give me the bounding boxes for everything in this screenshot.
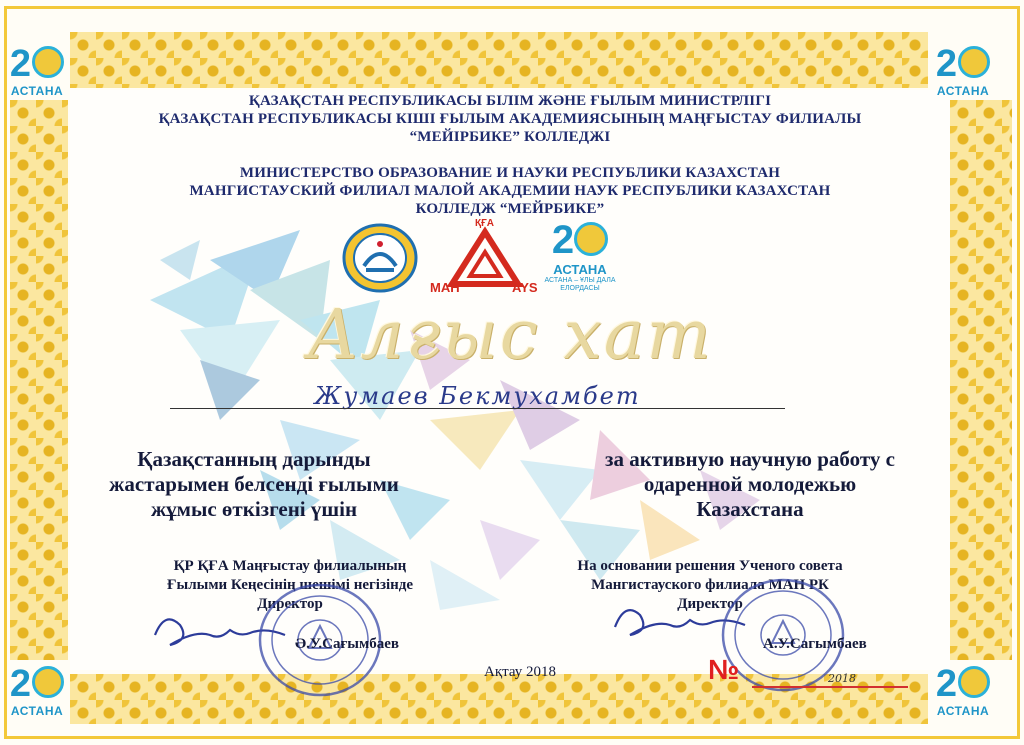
- sun-circle-icon: [958, 666, 990, 698]
- number-sign: №: [708, 654, 740, 685]
- header-kazakh: [70, 92, 950, 146]
- city-year: Ақтау 2018: [483, 664, 556, 680]
- header-kz-line2: ҚАЗАҚСТАН РЕСПУБЛИКАСЫ КІШІ ҒЫЛЫМ АКАДЕМИЯСЫНЫҢ МАҢҒЫСТАУ ФИЛИАЛЫ: [158, 111, 862, 127]
- logo-number: 2: [9, 43, 32, 85]
- number-value: 2018: [828, 672, 856, 685]
- document-number: [708, 654, 908, 686]
- center-logo-sub1: АСТАНА – ҰЛЫ ДАЛА: [544, 277, 616, 284]
- logo-label: АСТАНА: [936, 704, 990, 718]
- center-logo-label: АСТАНА: [553, 262, 607, 277]
- header-kz-line3: “МЕЙІРБИКЕ” КОЛЛЕДЖІ: [409, 129, 611, 145]
- astana-20-logo-top-left: [4, 44, 70, 104]
- center-logo-sub2: ЕЛОРДАСЫ: [560, 285, 600, 292]
- reason-russian: [570, 447, 930, 522]
- director-name-ru: А.У.Сагымбаев: [763, 636, 867, 652]
- logo-label: АСТАНА: [10, 704, 64, 718]
- reason-ru-line2: одаренной молодежью: [643, 472, 857, 496]
- header-russian: [70, 164, 950, 218]
- header-ru-line1: МИНИСТЕРСТВО ОБРАЗОВАНИЕ И НАУКИ РЕСПУБЛИКИ КАЗАХСТАН: [239, 165, 781, 181]
- astana-20-logo-bottom-left: [4, 664, 70, 724]
- mah-left-label: МАН: [430, 280, 460, 295]
- basis-kz-line2: Ғылыми Кеңесінің шешімі негізінде: [166, 577, 414, 593]
- mah-top-label: ҚҒА: [475, 218, 494, 229]
- reason-kz-line2: жастарымен белсенді ғылыми: [109, 472, 399, 496]
- sun-circle-icon: [32, 666, 64, 698]
- mah-logo: [430, 218, 540, 298]
- sun-circle-icon: [958, 46, 990, 78]
- header-ru-line3: КОЛЛЕДЖ “МЕЙРБИКЕ”: [415, 201, 605, 217]
- center-logo-number: 2: [551, 218, 575, 262]
- reason-ru-line1: за активную научную работу с: [605, 447, 895, 471]
- logo-number: 2: [935, 43, 958, 85]
- basis-kz-line3: Директор: [257, 596, 323, 612]
- mah-right-label: AYS: [512, 280, 538, 295]
- logo-label: АСТАНА: [936, 84, 990, 98]
- basis-ru-line2: Мангистауского филиала МАН РК: [591, 577, 829, 593]
- sun-circle-icon: [32, 46, 64, 78]
- header-kz-line1: ҚАЗАҚСТАН РЕСПУБЛИКАСЫ БІЛІМ ЖӘНЕ ҒЫЛЫМ МИНИСТРЛІГІ: [248, 93, 772, 109]
- sun-circle-icon: [574, 222, 608, 256]
- astana-20-logo-bottom-right: [930, 664, 996, 724]
- logo-number: 2: [9, 663, 32, 705]
- number-underline: [752, 686, 908, 688]
- certificate-title: Алғыс хат: [307, 296, 713, 375]
- astana-20-center-logo: [540, 218, 620, 298]
- logo-number: 2: [935, 663, 958, 705]
- logo-label: АСТАНА: [10, 84, 64, 98]
- director-name-kz: Ә.У.Сағымбаев: [295, 636, 399, 652]
- basis-kz-line1: ҚР ҚҒА Маңғыстау филиалының: [173, 558, 407, 574]
- reason-kz-line3: жұмыс өткізгені үшін: [150, 497, 358, 521]
- basis-ru-line1: На основании решения Ученого совета: [577, 558, 843, 574]
- recipient-name: Жумаев Бекмухамбет: [314, 382, 641, 410]
- header-ru-line2: МАНГИСТАУСКИЙ ФИЛИАЛ МАЛОЙ АКАДЕМИИ НАУК РЕСПУБЛИКИ КАЗАХСТАН: [189, 183, 831, 199]
- basis-ru-line3: Директор: [677, 596, 743, 612]
- reason-kz-line1: Қазақстанның дарынды: [137, 447, 371, 471]
- reason-ru-line3: Казахстана: [696, 497, 804, 521]
- reason-kazakh: [74, 447, 434, 522]
- man-emblem-icon: [340, 222, 420, 294]
- name-underline: [170, 408, 785, 409]
